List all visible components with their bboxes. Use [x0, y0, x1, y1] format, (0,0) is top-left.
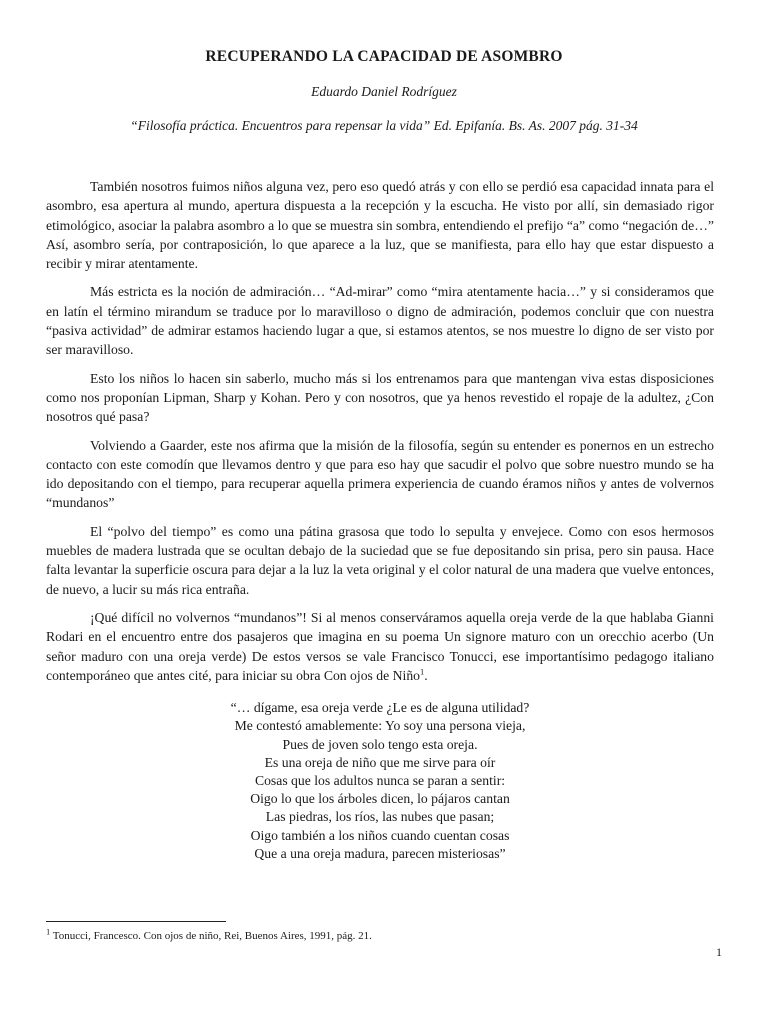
paragraph: Volviendo a Gaarder, este nos afirma que la misión de la filosofía, según su entender es ponernos en un estrecho contacto con este comodín que llevamos dentro y que para eso hay que sacudir el polvo que sobre nuestro mundo se ha ido depositando con el tiempo, para recuperar aquella primera experiencia de cuando éramos niños y antes de volvernos “mundanos”	[46, 437, 714, 511]
footnote-divider	[46, 921, 226, 922]
poem-line: Me contestó amablemente: Yo soy una persona vieja,	[234, 718, 526, 734]
page-number: 1	[716, 945, 722, 959]
paragraph-with-footnote: ¡Qué difícil no volvernos “mundanos”! Si al menos conserváramos aquella oreja verde de la que hablaba Gianni Rodari en el encuentro entre dos pasajeros que imagina en su poema Un signore maturo con un orecchio acerbo (Un señor maduro con una oreja verde) De estos versos se vale Francisco Tonucci, ese importantísimo pedagogo italiano contemporáneo que antes cité, para iniciar su obra Con ojos de Niño$^1$.	[46, 609, 714, 683]
poem-line: Oigo también a los niños cuando cuentan cosas	[250, 827, 510, 843]
paragraph: También nosotros fuimos niños alguna vez, pero eso quedó atrás y con ello se perdió esa capacidad innata para el asombro, esa apertura al mundo, apertura dispuesta a la recepción y la escucha. He visto por allí, sin demasiado rigor etimológico, asociar la palabra asombro a lo que se muestra sin sombra, entendiendo el prefijo “a” como “negación de…” Así, asombro sería, por contraposición, lo que aparece a la luz, que se manifiesta, para ello hay que estar dispuesto a recibir y mirar atentamente.	[46, 179, 714, 272]
poem-line: “… dígame, esa oreja verde ¿Le es de alguna utilidad?	[230, 700, 530, 716]
paragraph-text: ¡Qué difícil no volvernos “mundanos”! Si al menos conserváramos aquella oreja verde de la que hablaba Gianni Rodari en el encuentro entre dos pasajeros que imagina en su poema Un signore maturo con un orecchio acerbo (Un señor maduro con una oreja verde) De estos versos se vale Francisco Tonucci, ese importantísimo pedagogo italiano contemporáneo que antes cité, para iniciar su obra Con ojos de Niño	[46, 609, 714, 683]
poem-line: Que a una oreja madura, parecen misteriosas”	[254, 845, 506, 861]
poem-line: Es una oreja de niño que me sirve para oír	[264, 754, 496, 770]
paragraph: El “polvo del tiempo” es como una pátina grasosa que todo lo sepulta y envejece. Como con esos hermosos muebles de madera lustrada que se ocultan debajo de la suciedad que se fue depositando sin prisa, pero sin pausa. Hace falta levantar la superficie oscura para dejar a la luz la veta original y el color natural de una madera que vuelve entonces, de nuevo, a lucir su más rica entraña.	[46, 523, 714, 597]
poem-line: Oigo lo que los árboles dicen, lo pájaros cantan	[250, 791, 510, 807]
footnote	[46, 926, 372, 942]
paragraph: Más estricta es la noción de admiración… “Ad-mirar” como “mira atentamente hacia…” y si consideramos que en latín el término mirandum se traduce por lo maravilloso o digno de admiración, podemos concluir que con nuestra “pasiva actividad” de admirar estamos haciendo lugar a que, si estamos atentos, se nos muestre lo digno de ser visto por ser maravilloso.	[46, 284, 714, 358]
source-citation: “Filosofía práctica. Encuentros para repensar la vida” Ed. Epifanía. Bs. As. 2007 pág. 31-34	[130, 118, 638, 133]
footnote-marker: 1	[46, 926, 51, 937]
body-text	[46, 177, 714, 863]
footnote-reference[interactable]: 1	[420, 666, 425, 677]
author-name: Eduardo Daniel Rodríguez	[311, 84, 457, 99]
document-title: RECUPERANDO LA CAPACIDAD DE ASOMBRO	[205, 48, 563, 65]
paragraph: Esto los niños lo hacen sin saberlo, mucho más si los entrenamos para que mantengan viva estas disposiciones como nos proponían Lipman, Sharp y Kohan. Pero y con nosotros, que ya henos revestido el ropaje de la adultez, ¿Con nosotros qué pasa?	[46, 370, 714, 425]
poem-line: Pues de joven solo tengo esta oreja.	[282, 736, 478, 752]
poem-line: Cosas que los adultos nunca se paran a sentir:	[254, 772, 506, 788]
poem-line: Las piedras, los ríos, las nubes que pasan;	[265, 809, 495, 825]
footnote-text: Tonucci, Francesco. Con ojos de niño, Rei, Buenos Aires, 1991, pág. 21.	[50, 930, 372, 942]
poem-quote	[46, 699, 714, 863]
